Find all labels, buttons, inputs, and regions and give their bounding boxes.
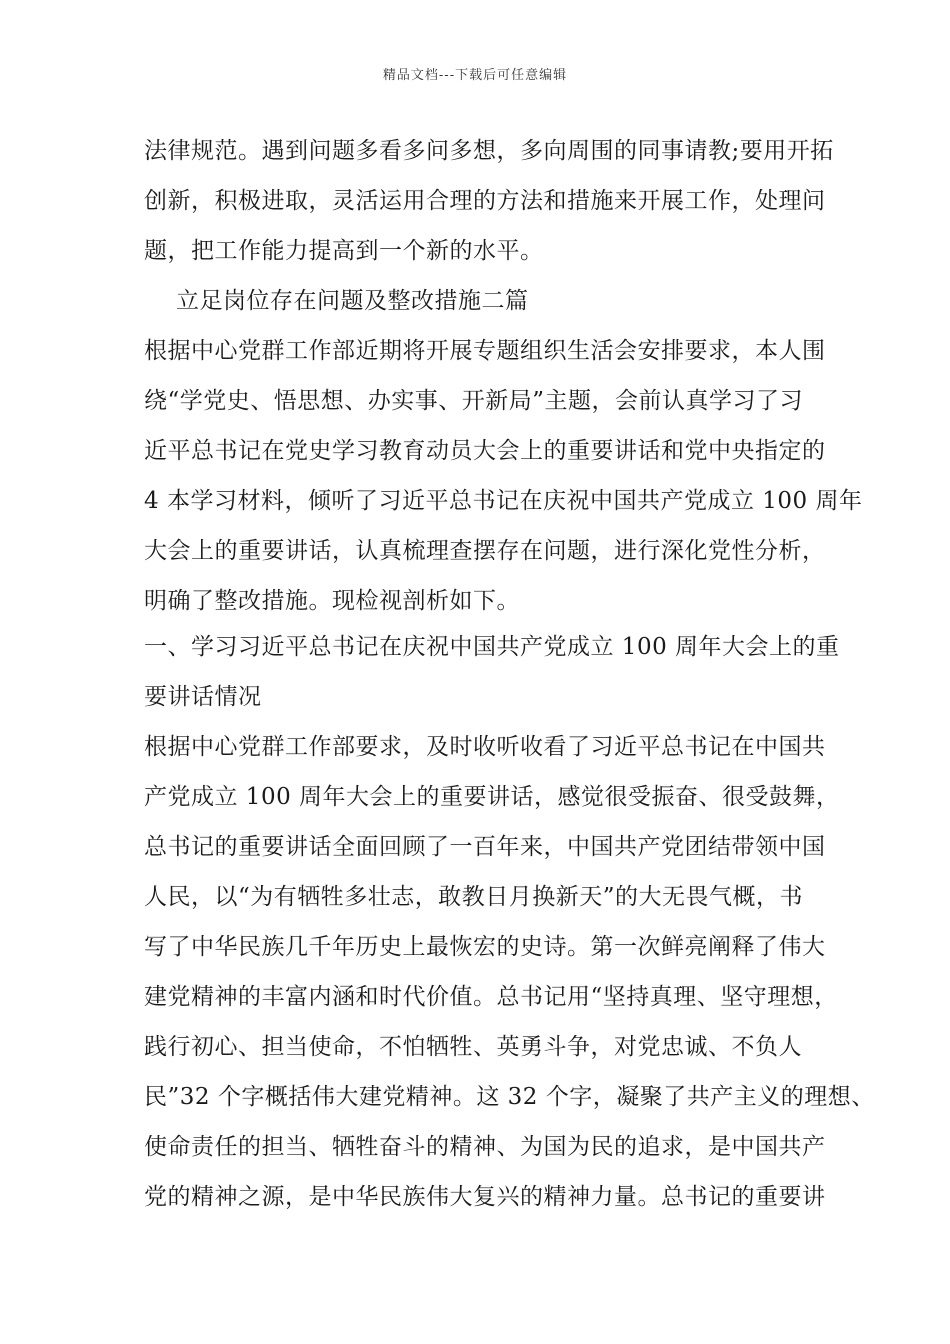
body-line: 总书记的重要讲话全面回顾了一百年来，中国共产党团结带领中国	[144, 834, 826, 860]
body-line: 写了中华民族几千年历史上最恢宏的史诗。第一次鲜亮阐释了伟大	[144, 934, 826, 960]
body-line: 践行初心、担当使命，不怕牺牲、英勇斗争，对党忠诚、不负人	[144, 1034, 802, 1060]
body-line: 使命责任的担当、牺牲奋斗的精神、为国为民的追求，是中国共产	[144, 1134, 826, 1160]
section-title: 立足岗位存在问题及整改措施二篇	[176, 288, 529, 314]
body-line: 题，把工作能力提高到一个新的水平。	[144, 238, 544, 264]
page-header: 精品文档---下载后可任意编辑	[382, 68, 568, 83]
heading-line: 一、学习习近平总书记在庆祝中国共产党成立 100 周年大会上的重	[144, 634, 840, 660]
heading-line: 要讲话情况	[144, 684, 262, 710]
body-line: 大会上的重要讲话，认真梳理查摆存在问题，进行深化党性分析，	[144, 538, 826, 564]
body-line: 4 本学习材料，倾听了习近平总书记在庆祝中国共产党成立 100 周年	[144, 488, 863, 514]
body-line: 创新，积极进取，灵活运用合理的方法和措施来开展工作，处理问	[144, 188, 826, 214]
body-line: 根据中心党群工作部近期将开展专题组织生活会安排要求，本人围	[144, 338, 826, 364]
body-line: 近平总书记在党史学习教育动员大会上的重要讲话和党中央指定的	[144, 438, 826, 464]
body-line: 根据中心党群工作部要求，及时收听收看了习近平总书记在中国共	[144, 734, 826, 760]
body-line: 产党成立 100 周年大会上的重要讲话，感觉很受振奋、很受鼓舞，	[144, 784, 840, 810]
body-line: 人民，以“为有牺牲多壮志，敢教日月换新天”的大无畏气概，书	[144, 884, 804, 910]
body-line: 建党精神的丰富内涵和时代价值。总书记用“坚持真理、坚守理想，	[144, 984, 838, 1010]
body-line: 法律规范。遇到问题多看多问多想，多向周围的同事请教;要用开拓	[144, 138, 834, 164]
body-line: 绕“学党史、悟思想、办实事、开新局”主题，会前认真学习了习	[144, 388, 804, 414]
body-line: 民”32 个字概括伟大建党精神。这 32 个字，凝聚了共产主义的理想、	[144, 1084, 875, 1110]
body-line: 党的精神之源，是中华民族伟大复兴的精神力量。总书记的重要讲	[144, 1184, 826, 1210]
body-line: 明确了整改措施。现检视剖析如下。	[144, 588, 520, 614]
